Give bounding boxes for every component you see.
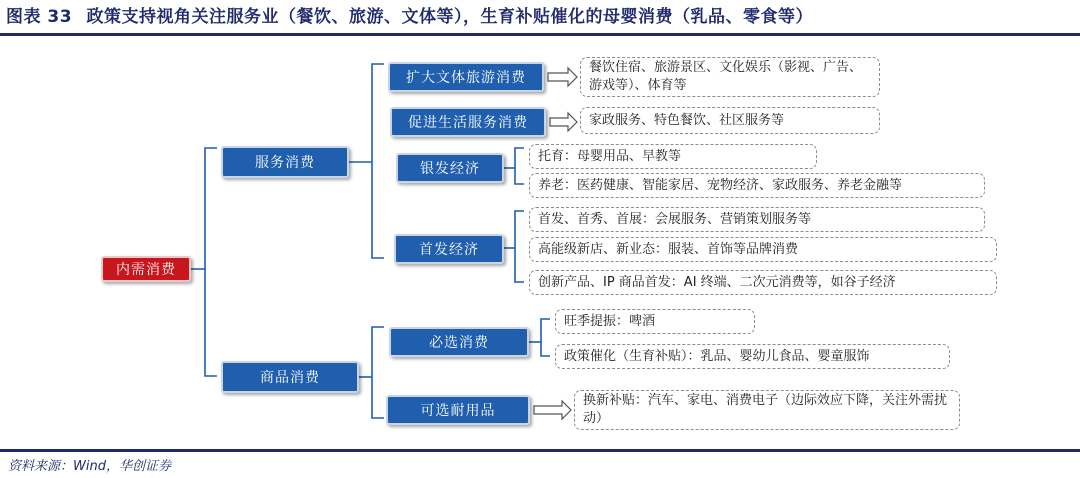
leaf-ip-products [529, 270, 997, 295]
node-label: 必选消费 [429, 335, 489, 351]
arrow-culture-tourism [548, 68, 577, 86]
leaf-text: 旺季提振：啤酒 [564, 313, 656, 329]
bracket-silver [515, 148, 524, 184]
root-node [101, 256, 191, 282]
leaf-trade-in-subsidy [574, 390, 960, 430]
leaf-childcare [529, 144, 817, 169]
node-label: 银发经济 [420, 161, 480, 177]
leaf-text: 托育：母婴用品、早教等 [538, 148, 682, 164]
node-culture-tourism [388, 62, 544, 92]
figure-number: 图表 33 [6, 7, 73, 27]
bracket-essential [541, 319, 550, 356]
leaf-debut-shows [529, 207, 985, 232]
leaf-life-services-detail [580, 107, 880, 134]
mind-map-diagram [0, 36, 1080, 449]
source-note: 资料来源：Wind，华创证券 [8, 459, 171, 474]
bottom-rule [0, 449, 1080, 452]
leaf-text: 家政服务、特色餐饮、社区服务等 [589, 112, 785, 128]
leaf-culture-tourism-detail [580, 57, 880, 97]
leaf-text: 政策催化（生育补贴）：乳品、婴幼儿食品、婴童服饰 [564, 348, 870, 364]
node-label: 可选耐用品 [420, 403, 496, 419]
node-silver-economy [396, 153, 504, 183]
branch-goods-consumption [221, 361, 359, 393]
leaf-text: 首发、首秀、首展：会展服务、营销策划服务等 [538, 211, 812, 227]
figure-title-text: 政策支持视角关注服务业（餐饮、旅游、文体等），生育补贴催化的母婴消费（乳品、零食等） [86, 7, 813, 27]
arrow-life-services [550, 113, 577, 131]
bracket-service [372, 64, 384, 258]
leaf-elderly-care [529, 173, 985, 198]
node-life-services [390, 107, 546, 137]
figure-title [6, 4, 813, 30]
node-optional-durables [386, 395, 530, 425]
arrow-optional-durables [534, 401, 571, 419]
leaf-birth-subsidy [555, 344, 950, 369]
leaf-text: 餐饮住宿、旅游景区、文化娱乐（影视、广告、游戏等）、体育等 [589, 60, 863, 93]
node-label: 扩大文体旅游消费 [406, 70, 526, 86]
leaf-text: 高能级新店、新业态：服装、首饰等品牌消费 [538, 241, 799, 257]
branch-label: 商品消费 [260, 370, 320, 386]
node-essential-consumption [389, 327, 529, 357]
leaf-new-stores [529, 237, 997, 262]
root-label: 内需消费 [116, 262, 176, 278]
leaf-peak-season [555, 309, 755, 334]
branch-service-consumption [221, 146, 349, 178]
node-debut-economy [394, 234, 504, 264]
bracket-debut [515, 211, 524, 282]
leaf-text: 换新补贴：汽车、家电、消费电子（边际效应下降，关注外需扰动） [583, 393, 948, 426]
node-label: 促进生活服务消费 [408, 115, 528, 131]
leaf-text: 创新产品、IP 商品首发：AI 终端、二次元消费等，如谷子经济 [538, 274, 896, 290]
branch-label: 服务消费 [255, 155, 315, 171]
bracket-root [205, 148, 217, 376]
node-label: 首发经济 [419, 242, 479, 258]
bracket-goods [372, 327, 384, 418]
leaf-text: 养老：医药健康、智能家居、宠物经济、家政服务、养老金融等 [538, 177, 903, 193]
